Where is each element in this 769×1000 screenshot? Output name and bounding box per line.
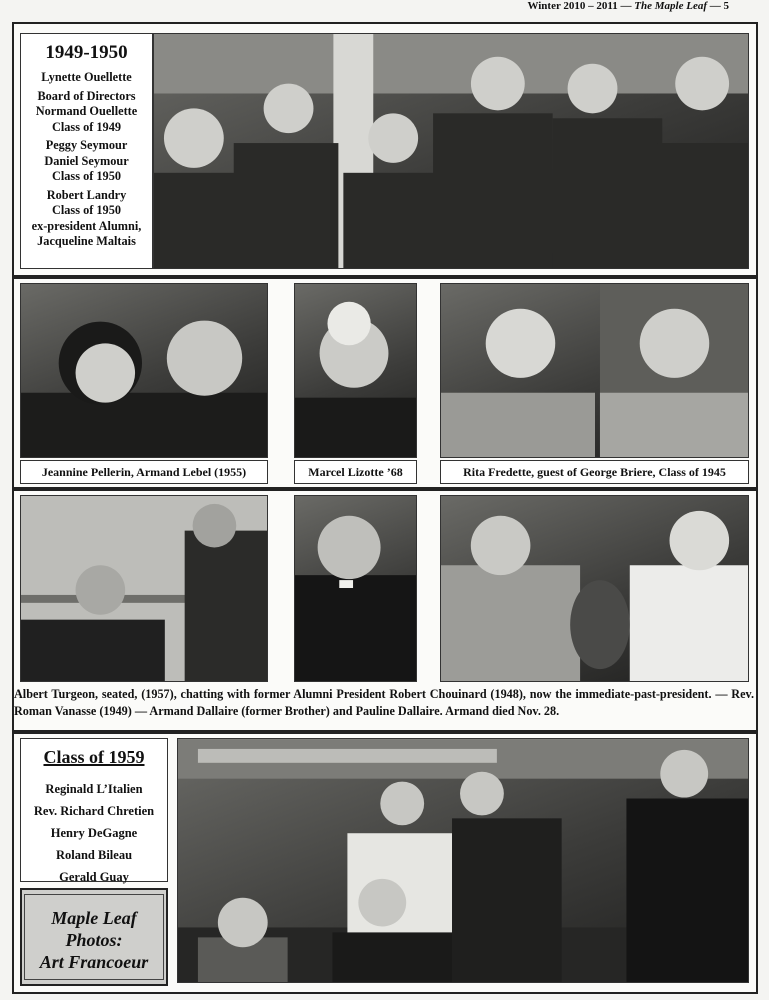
photo-vanasse	[294, 495, 417, 682]
box-class-of-1959	[20, 738, 168, 882]
photo-fredette-briere	[440, 283, 749, 458]
page-number: — 5	[707, 0, 729, 12]
names-group: Peggy Seymour Daniel Seymour Class of 1950	[44, 138, 129, 183]
photo-pellerin-lebel	[20, 283, 268, 458]
publication-name: The Maple Leaf	[634, 0, 707, 12]
photo-dallaire	[440, 495, 749, 682]
name-1959: Reginald L’Italien	[45, 782, 143, 796]
credit-line-3: Art Francoeur	[39, 952, 149, 972]
caption-row3: Albert Turgeon, seated, (1957), chatting with former Alumni President Robert Chouinard (1948), now the immediate-past-president. — Rev. Roman Vanasse (1949) — Armand Dallaire (former Brother) and Pauline Dallaire. Armand died Nov. 28.	[14, 687, 754, 718]
name-1959: Roland Bileau	[55, 848, 133, 862]
caption-fredette-briere: Rita Fredette, guest of George Briere, Class of 1945	[440, 460, 749, 484]
names-group: Board of Directors Normand Ouellette Class of 1949	[35, 88, 138, 134]
credit-line-2: Photos:	[65, 930, 123, 950]
box-1959-title: Class of 1959	[43, 747, 145, 767]
name-1959: Gerald Guay	[59, 870, 129, 884]
photo-turgeon-chouinard	[20, 495, 268, 682]
names-group: Robert Landry Class of 1950 ex-president Alumni, Jacqueline Maltais	[31, 187, 142, 248]
page-header	[527, 0, 729, 12]
box-1949-1950	[20, 33, 153, 269]
caption-lizotte: Marcel Lizotte ’68	[294, 460, 417, 484]
name-1959: Henry DeGagne	[50, 826, 138, 840]
photo-lizotte	[294, 283, 417, 458]
credit-line-1: Maple Leaf	[51, 908, 137, 928]
group-photo-1959	[177, 738, 749, 983]
box-1949-title: 1949-1950	[45, 42, 128, 63]
issue-date: Winter 2010 – 2011 —	[527, 0, 635, 12]
caption-pellerin-lebel: Jeannine Pellerin, Armand Lebel (1955)	[20, 460, 268, 484]
photo-credit-inner	[24, 894, 164, 980]
photo-credit	[20, 888, 168, 986]
names-group: Lynette Ouellette	[41, 70, 132, 84]
name-1959: Rev. Richard Chretien	[33, 804, 155, 818]
group-photo-1949	[153, 33, 749, 269]
